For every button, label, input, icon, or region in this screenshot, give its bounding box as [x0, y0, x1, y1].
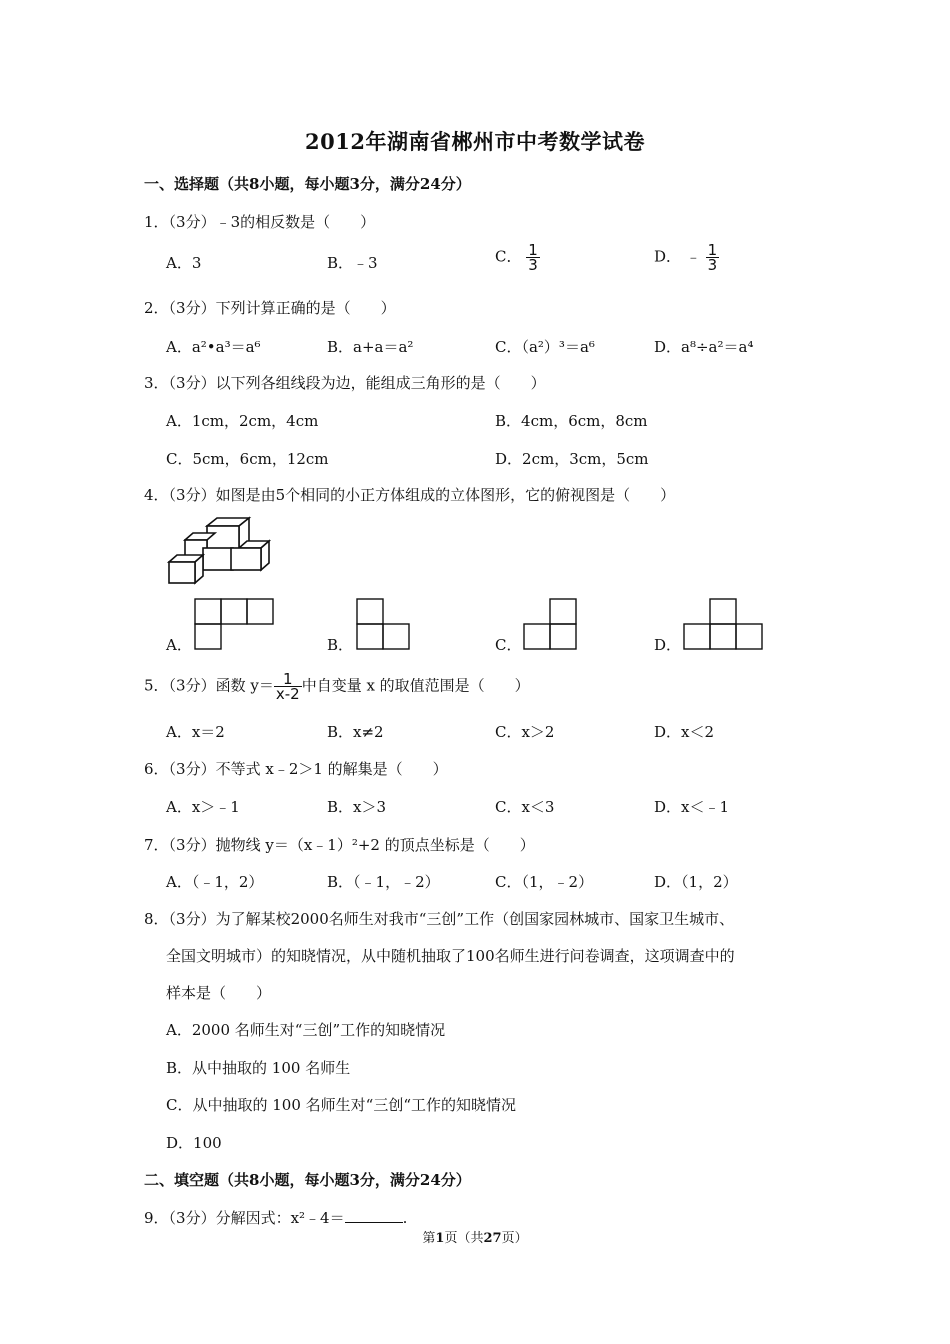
answer-blank[interactable] — [345, 1208, 403, 1223]
section-heading-choice: 一、选择题（共8小题，每小题3分，满分24分） — [144, 175, 471, 193]
question-8-stem-line-3: 样本是（ ） — [166, 984, 272, 1002]
q4-option-a-view-icon — [194, 598, 274, 650]
q9-stem-prefix: 9．（3分）分解因式：x²﹣4＝ — [144, 1209, 345, 1227]
q4-option-c-view-icon — [523, 598, 577, 650]
q4-option-b-view-icon — [356, 598, 410, 650]
q1-option-a: A．3 — [166, 254, 202, 272]
q1-option-c — [495, 243, 540, 272]
fraction-one-third — [706, 243, 720, 272]
fraction-numerator: 1 — [528, 241, 538, 259]
q1-option-b: B．﹣3 — [327, 254, 378, 272]
footer-total-pages: 27 — [483, 1231, 502, 1246]
fraction-numerator: 1 — [282, 670, 293, 688]
section-heading-fill-blank: 二、填空题（共8小题，每小题3分，满分24分） — [144, 1171, 471, 1189]
question-8-stem-line-1: 8．（3分）为了解某校2000名师生对我市“三创”工作（创国家园林城市、国家卫生城市、 — [144, 910, 735, 928]
q4-option-b: B． — [327, 636, 354, 654]
q1-option-c-label: C． — [495, 247, 522, 266]
question-2-stem: 2．（3分）下列计算正确的是（ ） — [144, 299, 396, 317]
question-9-stem — [144, 1208, 407, 1228]
q8-option-c: C．从中抽取的 100 名师生对“三创“工作的知晓情况 — [166, 1096, 516, 1114]
minus-sign: ﹣ — [685, 247, 701, 266]
q5-stem-prefix: 5．（3分）函数 y＝ — [144, 676, 274, 695]
q7-option-a: A．（﹣1，2） — [166, 873, 264, 891]
q2-option-d: D．a⁸÷a²＝a⁴ — [654, 338, 754, 356]
q6-option-c: C．x＜3 — [495, 798, 555, 816]
footer-page-number: 1 — [435, 1231, 445, 1246]
question-4-stem: 4．（3分）如图是由5个相同的小正方体组成的立体图形，它的俯视图是（ ） — [144, 486, 676, 504]
footer-prefix: 第 — [422, 1231, 436, 1246]
q4-option-c: C． — [495, 636, 522, 654]
fraction-one-over-x-minus-2 — [274, 672, 302, 701]
question-7-stem: 7．（3分）抛物线 y＝（x﹣1）²+2 的顶点坐标是（ ） — [144, 836, 535, 854]
cube-solid-figure — [165, 516, 270, 586]
question-3-stem: 3．（3分）以下列各组线段为边，能组成三角形的是（ ） — [144, 374, 546, 392]
q2-option-a: A．a²•a³＝a⁶ — [166, 338, 261, 356]
q5-stem-suffix: 中自变量 x 的取值范围是（ ） — [301, 676, 530, 695]
q2-option-c: C．（a²）³＝a⁶ — [495, 338, 595, 356]
fraction-denominator: 3 — [707, 256, 718, 274]
q5-option-b: B．x≠2 — [327, 723, 384, 741]
q2-option-b: B．a+a＝a² — [327, 338, 414, 356]
question-1-stem: 1．（3分）﹣3的相反数是（ ） — [144, 213, 376, 231]
q6-option-a: A．x＞﹣1 — [166, 798, 240, 816]
q3-option-d: D．2cm，3cm，5cm — [495, 450, 649, 468]
question-8-stem-line-2: 全国文明城市）的知晓情况，从中随机抽取了100名师生进行问卷调查，这项调查中的 — [166, 947, 735, 965]
q4-option-a: A． — [166, 636, 192, 654]
fraction-denominator: 3 — [528, 256, 538, 274]
q7-option-b: B．（﹣1，﹣2） — [327, 873, 440, 891]
q5-option-a: A．x＝2 — [166, 723, 225, 741]
q6-option-b: B．x＞3 — [327, 798, 387, 816]
q5-option-c: C．x＞2 — [495, 723, 555, 741]
q7-option-c: C．（1，﹣2） — [495, 873, 594, 891]
q6-option-d: D．x＜﹣1 — [654, 798, 730, 816]
q9-stem-suffix: . — [402, 1209, 408, 1227]
q7-option-d: D．（1，2） — [654, 873, 738, 891]
page-title: 2012年湖南省郴州市中考数学试卷 — [305, 129, 645, 154]
q8-option-d: D．100 — [166, 1134, 222, 1152]
fraction-numerator: 1 — [707, 241, 718, 259]
q3-option-c: C．5cm，6cm，12cm — [166, 450, 329, 468]
q4-option-d-view-icon — [683, 598, 763, 650]
q1-option-d — [654, 243, 719, 272]
q4-option-d: D． — [654, 636, 682, 654]
footer-middle: 页（共 — [444, 1231, 484, 1246]
footer-suffix: 页） — [501, 1231, 528, 1246]
q8-option-b: B．从中抽取的 100 名师生 — [166, 1059, 351, 1077]
q3-option-a: A．1cm，2cm，4cm — [166, 412, 319, 430]
fraction-one-third — [526, 243, 540, 272]
page-footer — [0, 1227, 950, 1246]
q8-option-a: A．2000 名师生对“三创”工作的知晓情况 — [166, 1021, 446, 1039]
q5-option-d: D．x＜2 — [654, 723, 715, 741]
q3-option-b: B．4cm，6cm，8cm — [495, 412, 648, 430]
q1-option-d-label: D． — [654, 247, 682, 266]
question-6-stem: 6．（3分）不等式 x﹣2＞1 的解集是（ ） — [144, 760, 448, 778]
question-5-stem — [144, 672, 530, 701]
fraction-denominator: x-2 — [275, 685, 300, 703]
